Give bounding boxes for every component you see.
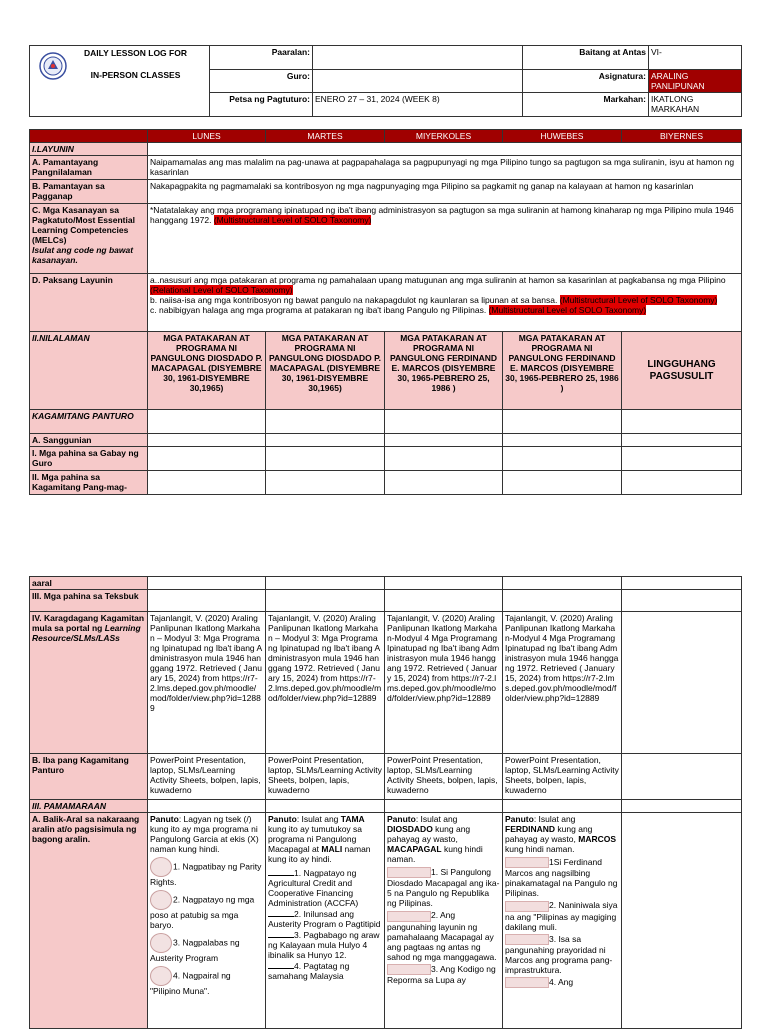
days-header — [30, 130, 742, 143]
asignatura-field[interactable]: ARALING PANLIPUNAN — [649, 70, 742, 93]
teksbuk-label: III. Mga pahina sa Teksbuk — [30, 590, 148, 612]
day-lunes: LUNES — [148, 130, 266, 143]
marcos-word: MARCOS — [578, 834, 617, 844]
melc-solo-tag: (Multistructural Level of SOLO Taxonomy) — [213, 215, 372, 225]
markahan-label: Markahan: — [523, 93, 649, 117]
layunin-b-tag: (Multistructural Level of SOLO Taxonomy) — [559, 295, 718, 305]
karagdagang-kagamitan-italic: Learning Resource/SLMs/LASs — [32, 623, 141, 643]
answer-box[interactable] — [387, 867, 431, 878]
baitang-label: Baitang at Antas — [523, 46, 649, 70]
nilalaman-lunes: MGA PATAKARAN AT PROGRAMA NI PANGULONG DIOSDADO P. MACAPAGAL (DISYEMBRE 30, 1961-DISYEMBRE 30,1965) — [148, 332, 266, 410]
item-huw-1: 1Si Ferdinand Marcos ang nagsilbing pinakamatagal na Pangulo ng Pilipinas. — [505, 857, 618, 899]
answer-box[interactable] — [505, 934, 549, 945]
panuto-martes-text2: kung ito ay tumutukoy sa programa ni Pangulong Macapagal at — [268, 824, 363, 854]
gabay-guro-label: I. Mga pahina sa Gabay ng Guro — [30, 447, 148, 471]
answer-box[interactable] — [387, 911, 431, 922]
melc-label — [30, 204, 148, 274]
materials-miyerkoles: PowerPoint Presentation, laptop, SLMs/Learning Activity Sheets, bolpen, lapis, kuwaderno — [385, 754, 503, 800]
answer-blank[interactable] — [268, 929, 294, 938]
melc-code-note: Isulat ang code ng bawat kasanayan. — [32, 245, 134, 265]
panuto-miyer-text3: kung hindi naman. — [387, 844, 483, 864]
materials-huwebes: PowerPoint Presentation, laptop, SLMs/Learning Activity Sheets, bolpen, lapis, kuwaderno — [503, 754, 622, 800]
panuto-huw-text2: kung ang pahayag ay wasto, — [505, 824, 593, 844]
pamantayang-pangnilalaman-text: Naipamamalas ang mas malalim na pag-unawa at pagpapahalaga sa pagpupunyagi ng mga Pilipino tungo sa pagtugon sa mga suliranin, isyu at hamon ng kasarinlan — [148, 156, 742, 180]
day-biyernes: BIYERNES — [622, 130, 742, 143]
item-miyer-1: 1. Si Pangulong Diosdado Macapagal ang ika-5 na Pangulo ng Republika ng Pilipinas. — [387, 867, 500, 909]
answer-box[interactable] — [505, 901, 549, 912]
nilalaman-huwebes: MGA PATAKARAN AT PROGRAMA NI PANGULONG FERDINAND E. MARCOS (DISYEMBRE 30, 1965-PEBRERO 25, 1986 ) — [503, 332, 622, 410]
panuto-lunes: Panuto — [150, 814, 179, 824]
iba-pang-kagamitan-label: B. Iba pang Kagamitang Panturo — [30, 754, 148, 800]
item-lunes-2: 2. Nagpatayo ng mga poso at patubig sa mga baryo. — [150, 894, 255, 930]
answer-circle[interactable] — [150, 857, 172, 877]
answer-circle[interactable] — [150, 933, 172, 953]
paaralan-label: Paaralan: — [210, 46, 313, 70]
panuto-miyer-text1: : Isulat ang — [415, 814, 458, 824]
answer-box[interactable] — [505, 977, 549, 988]
macapagal-word: MACAPAGAL — [387, 844, 442, 854]
panuto-huwebes: Panuto — [505, 814, 534, 824]
layunin-a-tag: (Relational Level of SOLO Taxonomy) — [150, 285, 293, 295]
item-martes-4: 4. Pagtatag ng samahang Malaysia — [268, 961, 350, 981]
materials-martes: PowerPoint Presentation, laptop, SLMs/Learning Activity Sheets, bolpen, lapis, kuwaderno — [266, 754, 385, 800]
asignatura-label: Asignatura: — [523, 70, 649, 93]
tama-word: TAMA — [340, 814, 365, 824]
pang-mag-aaral-cont: aaral — [30, 577, 148, 590]
panuto-martes-text3: naman kung ito ay hindi. — [268, 844, 371, 864]
item-miyer-2: 2. Ang pangunahing layunin ng pamahalaang Macapagal ay ang pagtaas ng antas ng sahod ng mga manggagawa. — [387, 910, 497, 962]
diosdado-word: DIOSDADO — [387, 824, 433, 834]
panuto-martes-text1: : Isulat ang — [296, 814, 341, 824]
mali-word: MALI — [321, 844, 343, 854]
melc-label-text: C. Mga Kasanayan sa Pagkatuto/Most Essential Learning Competencies (MELCs) — [32, 205, 135, 245]
layunin-b: b. naiisa-isa ang mga kontribosyon ng bawat pangulo na nakapagdulot ng kaunlaran sa lipunan at sa bansa. — [150, 295, 558, 305]
balik-aral-martes — [266, 813, 385, 1029]
answer-blank[interactable] — [268, 908, 294, 917]
pamantayan-pagganap-label: B. Pamantayan sa Pagganap — [30, 180, 148, 204]
markahan-field[interactable]: IKATLONG MARKAHAN — [649, 93, 742, 117]
answer-box[interactable] — [387, 964, 431, 975]
lesson-table-bottom — [29, 576, 742, 1029]
panuto-martes: Panuto — [268, 814, 297, 824]
reference-lunes: Tajanlangit, V. (2020) Araling Panlipunan Ikatlong Markahan – Modyul 3: Mga Programang Ipinatupad ng Iba't ibang Administrasyon mula 1946 hanggang 1972. Retrieved ( January 15, 2024) from https://r7-2.lms.deped.gov.ph/moodle/mod/folder/view.php?id=12889 — [148, 612, 266, 754]
reference-huwebes: Tajanlangit, V. (2020) Araling Panlipunan Ikatlong Markahan-Modyul 4 Mga Programang Ipinatupad ng Iba't ibang Administrasyon mula 1946 hanggang 1972. Retrieved ( January 15, 2024) from https://r7-2.lms.deped.gov.ph/moodle/mod/folder/view.php?id=12889 — [503, 612, 622, 754]
item-miyer-3: 3. Ang Kodigo ng Reporma sa Lupa ay — [387, 963, 496, 985]
answer-box[interactable] — [505, 857, 549, 868]
melc-text-body: *Natatalakay ang mga programang ipinatupad ng iba't ibang administrasyon sa pagtugon sa mga suliranin at hamong kinaharap ng mga Pilipino mula 1946 hanggang 1972. — [150, 205, 734, 225]
layunin-c: c. nabibigyan halaga ang mga programa at patakaran ng iba't ibang Pangulo ng Pilipinas. — [150, 305, 487, 315]
answer-circle[interactable] — [150, 890, 172, 910]
answer-blank[interactable] — [268, 867, 294, 876]
panuto-huw-text1: : Isulat ang — [533, 814, 576, 824]
layunin-a: a..nasusuri ang mga patakaran at programa ng pamahalaan upang matugunan ang mga suliranin at hamon sa kasarinlan at pagkabansa ng mga Pilipino — [150, 275, 726, 285]
answer-blank[interactable] — [268, 960, 294, 969]
item-martes-3: 3. Pagbabago ng araw ng Kalayaan mula Hulyo 4 ibinalik sa Hunyo 12. — [268, 930, 380, 960]
ferdinand-word: FERDINAND — [505, 824, 556, 834]
guro-label: Guro: — [210, 70, 313, 93]
day-martes: MARTES — [266, 130, 385, 143]
balik-aral-huwebes — [503, 813, 622, 1029]
nilalaman-biyernes: LINGGUHANG PAGSUSULIT — [622, 332, 742, 410]
pamantayang-pangnilalaman-label: A. Pamantayang Pangnilalaman — [30, 156, 148, 180]
panuto-miyer-text2: kung ang pahayag ay wasto, — [387, 824, 471, 844]
header-table — [29, 45, 742, 117]
dll-title — [30, 46, 210, 117]
paaralan-field[interactable] — [313, 46, 523, 70]
dll-title-line2: IN-PERSON CLASSES — [90, 70, 181, 80]
layunin-c-tag: (Multistructural Level of SOLO Taxonomy) — [488, 305, 647, 315]
item-huw-3: 3. Isa sa pangunahing prayoridad ni Marcos ang programa pang-imprastruktura. — [505, 933, 613, 975]
petsa-field[interactable]: ENERO 27 – 31, 2024 (WEEK 8) — [313, 93, 523, 117]
balik-aral-label: A. Balik-Aral sa nakaraang aralin at/o pagsisimula ng bagong aralin. — [30, 813, 148, 1029]
day-huwebes: HUWEBES — [503, 130, 622, 143]
reference-miyerkoles: Tajanlangit, V. (2020) Araling Panlipunan Ikatlong Markahan-Modyul 4 Mga Programang Ipinatupad ng Iba't ibang Administrasyon mula 1946 hanggang 1972. Retrieved ( January 15, 2024) from https://r7-2.lms.deped.gov.ph/moodle/mod/folder/view.php?id=12889 — [385, 612, 503, 754]
melc-text — [148, 204, 742, 274]
item-huw-2: 2. Naniniwala siya na ang "Pilipinas ay magiging dakilang muli. — [505, 900, 618, 932]
baitang-field[interactable]: VI- — [649, 46, 742, 70]
materials-lunes: PowerPoint Presentation, laptop, SLMs/Learning Activity Sheets, bolpen, lapis, kuwaderno — [148, 754, 266, 800]
layunin-section: I.LAYUNIN — [30, 143, 148, 156]
kagamitang-pang-mag-aaral-label: II. Mga pahina sa Kagamitang Pang-mag- — [30, 471, 148, 495]
balik-aral-miyerkoles — [385, 813, 503, 1029]
pamamaraan-section: III. PAMAMARAAN — [30, 800, 148, 813]
panuto-miyerkoles: Panuto — [387, 814, 416, 824]
karagdagang-kagamitan-label — [30, 612, 148, 754]
pamantayan-pagganap-text: Nakapagpakita ng pagmamalaki sa kontribosyon ng mga nagpunyaging mga Pilipino sa pagkamit ng ganap na kalayaan at hamon ng kasarinlan — [148, 180, 742, 204]
item-huw-4: 4. Ang — [549, 976, 574, 987]
item-martes-1: 1. Nagpatayo ng Agricultural Credit and Cooperative Financing Administration (ACCFA) — [268, 868, 359, 908]
item-lunes-4: 4. Nagpairal ng "Pilipino Muna". — [150, 970, 231, 996]
nilalaman-miyerkoles: MGA PATAKARAN AT PROGRAMA NI PANGULONG FERDINAND E. MARCOS (DISYEMBRE 30, 1965-PEBRERO 25, 1986 ) — [385, 332, 503, 410]
nilalaman-section: II.NILALAMAN — [30, 332, 148, 410]
balik-aral-lunes — [148, 813, 266, 1029]
karagdagang-kagamitan-text: IV. Karagdagang Kagamitan mula sa portal ng — [32, 613, 145, 633]
petsa-label: Petsa ng Pagtuturo: — [210, 93, 313, 117]
lesson-table-top — [29, 129, 742, 495]
sanggunian-label: A. Sanggunian — [30, 434, 148, 447]
dll-title-line1: DAILY LESSON LOG FOR — [84, 48, 187, 58]
panuto-lunes-text: : Lagyan ng tsek (/) kung ito ay mga programa ni Pangulong Garcia at ekis (X) naman kung hindi. — [150, 814, 259, 854]
day-miyerkoles: MIYERKOLES — [385, 130, 503, 143]
answer-circle[interactable] — [150, 966, 172, 986]
paksang-layunin-label: D. Paksang Layunin — [30, 274, 148, 332]
kagamitang-panturo-label: KAGAMITANG PANTURO — [30, 410, 148, 434]
paksang-layunin-text — [148, 274, 742, 332]
item-lunes-1: 1. Nagpatibay ng Parity Rights. — [150, 861, 262, 887]
item-lunes-3: 3. Nagpalabas ng Austerity Program — [150, 937, 240, 963]
reference-martes: Tajanlangit, V. (2020) Araling Panlipunan Ikatlong Markahan – Modyul 3: Mga Programang Ipinatupad ng Iba't ibang Administrasyon mula 1946 hanggang 1972. Retrieved ( January 15, 2024) from https://r7-2.lms.deped.gov.ph/moodle/mod/folder/view.php?id=12889 — [266, 612, 385, 754]
nilalaman-martes: MGA PATAKARAN AT PROGRAMA NI PANGULONG DIOSDADO P. MACAPAGAL (DISYEMBRE 30, 1961-DISYEMBRE 30,1965) — [266, 332, 385, 410]
panuto-huw-text3: kung hindi naman. — [505, 844, 575, 854]
guro-field[interactable] — [313, 70, 523, 93]
item-martes-2: 2. Inilunsad ang Austerity Program o Pagtitipid — [268, 909, 381, 929]
